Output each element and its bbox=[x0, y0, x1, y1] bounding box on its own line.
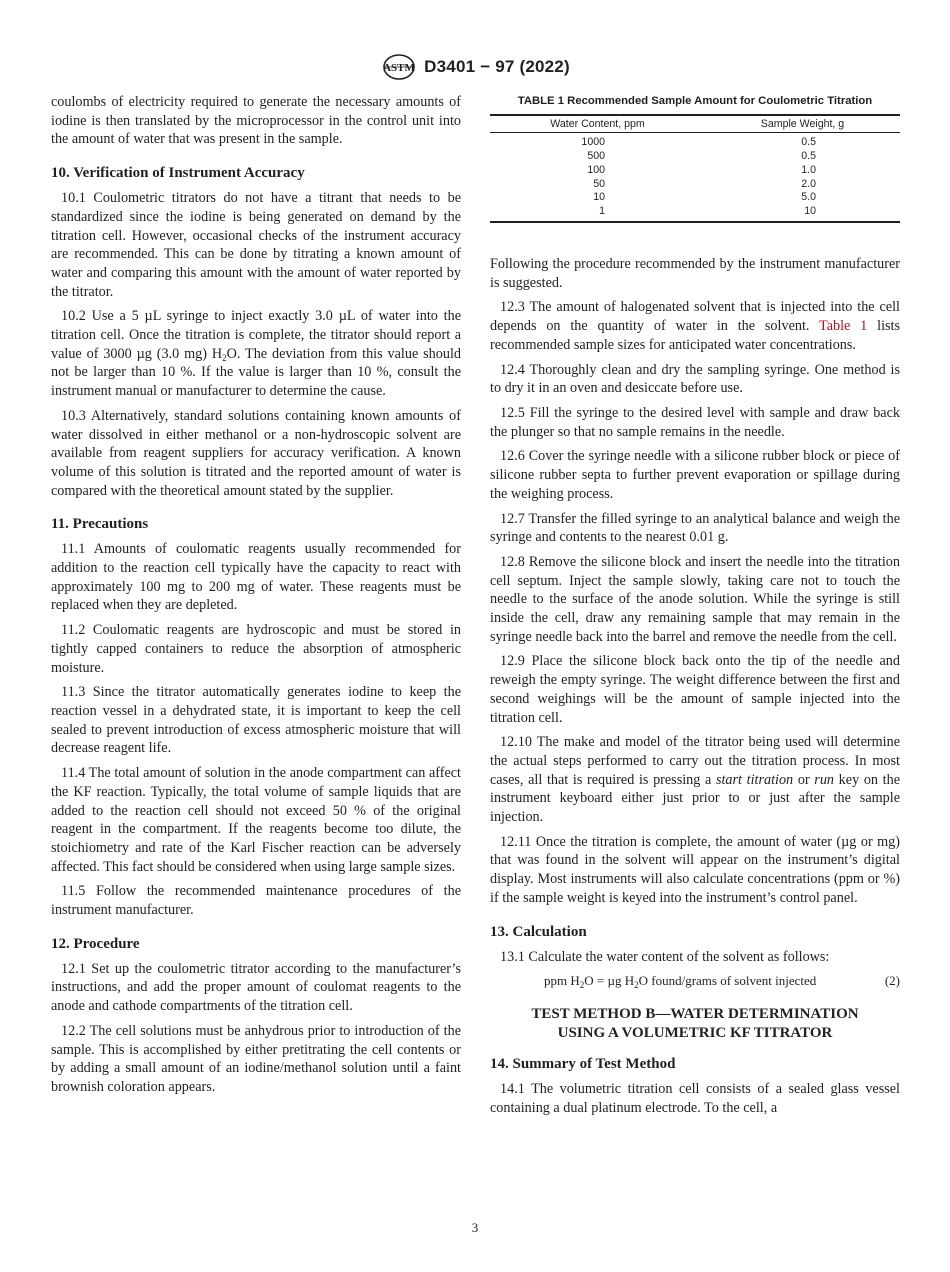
page-header bbox=[0, 52, 950, 82]
equation-2 bbox=[490, 972, 900, 991]
test-method-b-title: TEST METHOD B—WATER DETERMINATION USING A VOLUMETRIC KF TITRATOR bbox=[531, 1005, 859, 1041]
right-column bbox=[490, 93, 900, 1123]
paragraph-12-9: 12.9 Place the silicone block back onto the tip of the needle and reweigh the empty syringe. The weight difference between the first and second weighings will be the amount of sample injected into the titration cell. bbox=[490, 653, 900, 726]
table-1-link[interactable]: Table 1 bbox=[819, 318, 868, 335]
equation-number: (2) bbox=[884, 973, 900, 989]
paragraph-10-3: 10.3 Alternatively, standard solutions containing known amounts of water dissolved in either methanol or a non-hydroscopic solvent are available from reagent suppliers for accuracy verification. A known volume of this solution is titrated and the reported amount of water is compared with the theoretical amount stated by the supplier. bbox=[51, 407, 461, 499]
paragraph-14-1: 14.1 The volumetric titration cell consists of a sealed glass vessel containing a dual platinum electrode. To the cell, a bbox=[490, 1080, 900, 1116]
paragraph-12-7: 12.7 Transfer the filled syringe to an analytical balance and weigh the syringe and contents to the nearest 0.01 g. bbox=[490, 510, 900, 546]
paragraph-11-3: 11.3 Since the titrator automatically generates iodine to keep the reaction vessel in a dehydrated state, it is important to keep the cell sealed to prevent introduction of excess atmospheric moisture that will decrease reagent life. bbox=[51, 684, 461, 757]
table-row: 1 10 bbox=[599, 205, 816, 218]
section-10-heading: 10. Verification of Instrument Accuracy bbox=[51, 165, 305, 182]
paragraph-12-1: 12.1 Set up the coulometric titrator according to the manufacturer’s instructions, and add the proper amount of coulomat reagents to the anode and cathode compartments of the titration cell. bbox=[51, 960, 461, 1015]
intro-paragraph: coulombs of electricity required to generate the necessary amounts of iodine is then translated by the microprocessor in the control unit into the amount of water that was present in the sample. bbox=[51, 94, 461, 148]
table-row: 100 1.0 bbox=[587, 163, 816, 176]
paragraph-12-3: 12.3 The amount of halogenated solvent that is injected into the cell depends on the quantity of water in the solvent. Table 1 lists recommended sample sizes for anticipated water concentrations. bbox=[490, 299, 900, 353]
section-12-heading: 12. Procedure bbox=[51, 935, 140, 952]
paragraph-12-8: 12.8 Remove the silicone block and insert the needle into the titration cell septum. Inject the sample slowly, taking care not to touch the needle to the surface of the anode solution. While the syringe is still inside the cell, draw any remaining sample that may remain in the syringe needle back into the barrel and remove the needle from the cell. bbox=[490, 553, 900, 645]
paragraph-10-1: 10.1 Coulometric titrators do not have a titrant that needs to be standardized since the iodine is being generated on demand by the titration cell. However, occasional checks of the instrument accuracy are recommended. This can be done by titrating a known amount of water and comparing this amount with the amount of water reported by the titrator. bbox=[51, 190, 461, 300]
astm-logo-icon bbox=[380, 52, 418, 82]
table-1 bbox=[490, 114, 900, 224]
svg-text:ASTM: ASTM bbox=[383, 62, 416, 74]
paragraph-12-4: 12.4 Thoroughly clean and dry the sampling syringe. One method is to dry it in an oven and desiccate before use. bbox=[490, 361, 900, 397]
paragraph-12-6: 12.6 Cover the syringe needle with a silicone rubber block or piece of silicone rubber septa to further prevent evaporation or spillage during the weighing process. bbox=[490, 448, 900, 502]
equation-body: ppm $H_2O = \mu g$ $H_2O$ found/grams of solvent injected bbox=[544, 973, 817, 991]
page-number: 3 bbox=[471, 1220, 479, 1235]
paragraph-12-11: 12.11 Once the titration is complete, the amount of water (µg or mg) that was found in the solvent will appear on the instrument’s digital display. Most instruments will also calculate concentrations (ppm or %) if the sample weight is keyed into the instrument’s control panel. bbox=[490, 833, 900, 906]
table-row: 1000 0.5 bbox=[581, 136, 816, 149]
left-column bbox=[51, 93, 461, 1103]
paragraph-10-2: 10.2 Use a 5 µL syringe to inject exactly 3.0 µL of water into the titration cell. Once the titration is complete, the titrator should report a value of 3000 µg (3.0 mg) $H_2O$. The deviation from this value should not be larger than 10 %. If the value is larger than 10 %, consult the instrument manual or manufacturer to determine the cause. bbox=[51, 308, 461, 400]
section-11-heading: 11. Precautions bbox=[51, 516, 149, 533]
paragraph-11-1: 11.1 Amounts of coulomatic reagents usually recommended for addition to the reaction cell typically have the capacity to react with approximately 100 mg to 200 mg of water. These reagents must be replaced when they are depleted. bbox=[51, 541, 461, 614]
section-14-heading: 14. Summary of Test Method bbox=[490, 1055, 676, 1072]
paragraph-12-2: 12.2 The cell solutions must be anhydrous prior to introduction of the sample. This is accomplished by either pretitrating the cell contents or by adding a small amount of an iodine/methanol solution until a faint brownish coloration appears. bbox=[51, 1022, 461, 1095]
table-row: 10 5.0 bbox=[593, 191, 816, 204]
table-header-sample-weight: Sample Weight, g bbox=[705, 115, 900, 133]
paragraph-12-5: 12.5 Fill the syringe to the desired level with sample and draw back the plunger so that no sample remains in the needle. bbox=[490, 405, 900, 440]
continuation-paragraph: Following the procedure recommended by the instrument manufacturer is suggested. bbox=[490, 256, 900, 291]
document-id: D3401 − 97 (2022) bbox=[424, 57, 570, 76]
table-row: 500 0.5 bbox=[587, 150, 816, 163]
table-row: 50 2.0 bbox=[593, 177, 816, 190]
paragraph-11-2: 11.2 Coulomatic reagents are hydroscopic and must be stored in tightly capped containers to reduce the absorption of atmospheric moisture. bbox=[51, 622, 461, 676]
paragraph-13-1: 13.1 Calculate the water content of the solvent as follows: bbox=[500, 948, 830, 965]
table-1-title: TABLE 1 Recommended Sample Amount for Coulometric Titration bbox=[517, 95, 873, 107]
paragraph-11-4: 11.4 The total amount of solution in the anode compartment can affect the KF reaction. Typically, the total volume of sample liquids that are added to the reaction cell should not exceed 50 % of the original reagent in the compartment. If the reagents become too dilute, the stoichiometry and rate of the Karl Fischer reaction can be adversely affected. This fact should be considered when using large sample sizes. bbox=[51, 765, 461, 875]
section-13-heading: 13. Calculation bbox=[490, 923, 587, 940]
table-header-water-content: Water Content, ppm bbox=[490, 115, 705, 133]
paragraph-11-5: 11.5 Follow the recommended maintenance procedures of the instrument manufacturer. bbox=[51, 883, 461, 919]
paragraph-12-10: 12.10 The make and model of the titrator being used will determine the actual steps performed to carry out the titration process. In most cases, all that is required is pressing a start titration or run key on the instrument keyboard either just prior to or just after the sample injection. bbox=[490, 734, 900, 826]
